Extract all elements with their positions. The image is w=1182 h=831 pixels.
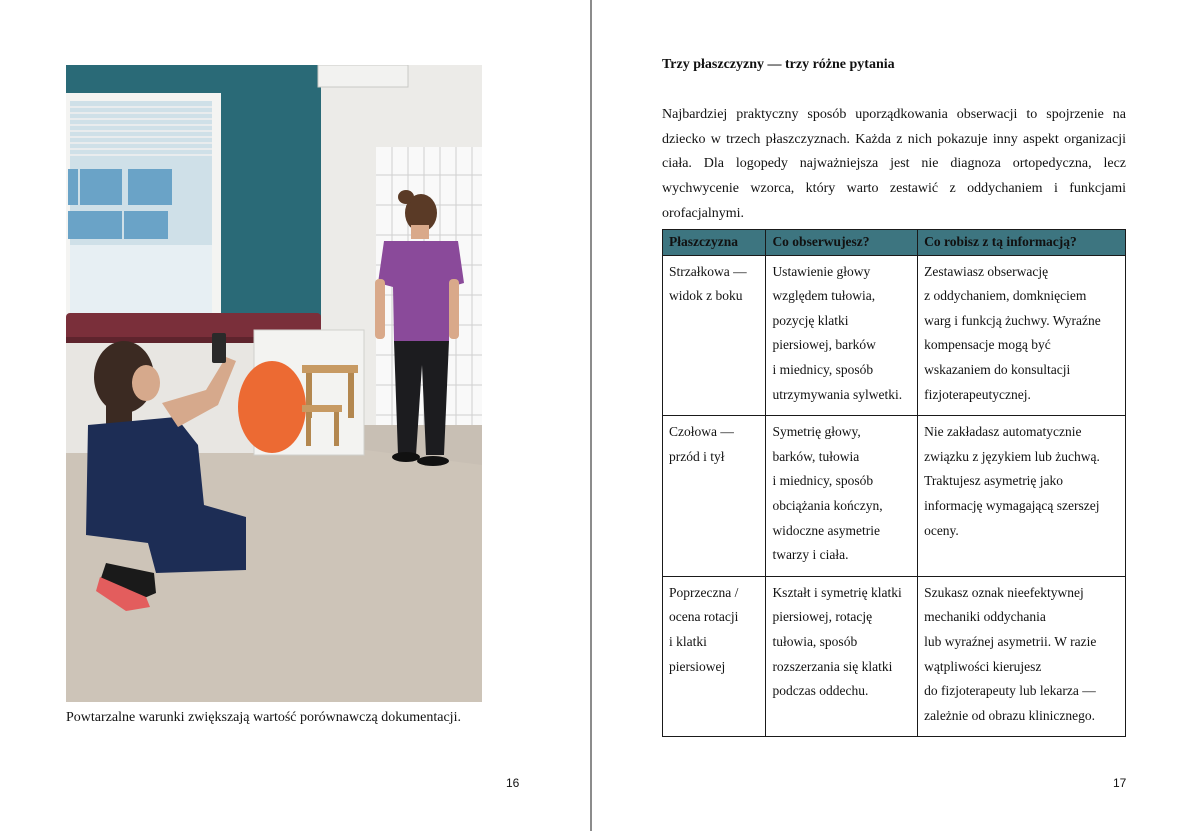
cell-text-line: widok z boku (669, 288, 743, 304)
cell-text-line: utrzymywania sylwetki. (772, 386, 903, 402)
photo-caption: Powtarzalne warunki zwiększają wartość porównawczą dokumentacji. (66, 710, 461, 725)
table-row (663, 416, 1126, 577)
plane-cell (663, 255, 766, 416)
planes-table (662, 229, 1126, 737)
cell-text-line: przód i tył (669, 448, 725, 464)
cell-text-line: informację wymagającą szerszej (924, 497, 1100, 513)
cell-text-line: lub wyraźnej asymetrii. W razie (924, 633, 1097, 649)
cell-text-line: piersiowej (669, 658, 726, 674)
page-number-right: 17 (1113, 776, 1127, 790)
cell-text-line: i miednicy, sposób (772, 473, 874, 489)
cell-text-line: Zestawiasz obserwację (924, 263, 1049, 279)
cell-text-line: oceny. (924, 522, 959, 538)
table-header-cell: Co obserwujesz? (766, 230, 918, 256)
left-page (0, 0, 590, 831)
cell-text-line: Kształt i symetrię klatki (772, 584, 902, 600)
cell-text-line: zależnie od obrazu klinicznego. (924, 707, 1095, 723)
intro-paragraph: Najbardziej praktyczny sposób uporządkowania obserwacji to spojrzenie na dziecko w trzech płaszczyznach. Każda z nich pokazuje inny aspekt organizacji ciała. Dla logopedy najważniejsza jest nie diagnoza ortopedyczna, lecz wychwycenie wzorca, który warto zestawić z oddychaniem i funkcjami orofacjalnymi. (662, 107, 1126, 221)
cell-text-line: Poprzeczna / (669, 584, 739, 600)
cell-text-line: Ustawienie głowy (772, 263, 871, 279)
cell-text-line: i miednicy, sposób (772, 361, 874, 377)
cell-text-line: podczas oddechu. (772, 683, 869, 699)
cell-text-line: rozszerzania się klatki (772, 658, 893, 674)
plane-cell (663, 416, 766, 577)
cell-text-line: Czołowa — (669, 424, 734, 440)
page-number-left: 16 (506, 776, 520, 790)
action-cell (918, 416, 1126, 577)
cell-text-line: tułowia, sposób (772, 633, 858, 649)
observe-cell (766, 416, 918, 577)
table-row (663, 576, 1126, 737)
cell-text-line: wątpliwości kierujesz (924, 658, 1042, 674)
cell-text-line: widoczne asymetrie (772, 522, 881, 538)
cell-text-line: fizjoterapeutycznej. (924, 386, 1031, 402)
section-heading: Trzy płaszczyzny — trzy różne pytania (662, 57, 895, 72)
table-row (663, 255, 1126, 416)
cell-text-line: związku z językiem lub żuchwą. (924, 448, 1100, 464)
action-cell (918, 255, 1126, 416)
cell-text-line: wskazaniem do konsultacji (924, 361, 1071, 377)
observe-cell (766, 576, 918, 737)
cell-text-line: do fizjoterapeuty lub lekarza — (924, 683, 1096, 699)
cell-text-line: Symetrię głowy, (772, 424, 861, 440)
cell-text-line: względem tułowia, (772, 288, 876, 304)
table-header-row (663, 230, 1126, 256)
cell-text-line: Nie zakładasz automatycznie (924, 424, 1082, 440)
action-cell (918, 576, 1126, 737)
cell-text-line: obciążania kończyn, (772, 497, 883, 513)
cell-text-line: kompensacje mogą być (924, 337, 1051, 353)
cell-text-line: barków, tułowia (772, 448, 860, 464)
cell-text-line: mechaniki oddychania (924, 609, 1046, 625)
plane-cell (663, 576, 766, 737)
cell-text-line: twarzy i ciała. (772, 547, 849, 563)
cell-text-line: z oddychaniem, domknięciem (924, 288, 1087, 304)
cell-text-line: warg i funkcją żuchwy. Wyraźne (924, 312, 1101, 328)
cell-text-line: i klatki (669, 633, 707, 649)
cell-text-line: piersiowej, barków (772, 337, 876, 353)
cell-text-line: pozycję klatki (772, 312, 849, 328)
cell-text-line: Strzałkowa — (669, 263, 747, 279)
cell-text-line: piersiowej, rotację (772, 609, 873, 625)
photo-posture-assessment (66, 65, 482, 702)
cell-text-line: ocena rotacji (669, 609, 739, 625)
cell-text-line: Traktujesz asymetrię jako (924, 473, 1064, 489)
cell-text-line: Szukasz oznak nieefektywnej (924, 584, 1084, 600)
observe-cell (766, 255, 918, 416)
right-page (592, 0, 1182, 831)
table-header-cell: Co robisz z tą informacją? (918, 230, 1126, 256)
table-header-cell: Płaszczyzna (663, 230, 766, 256)
